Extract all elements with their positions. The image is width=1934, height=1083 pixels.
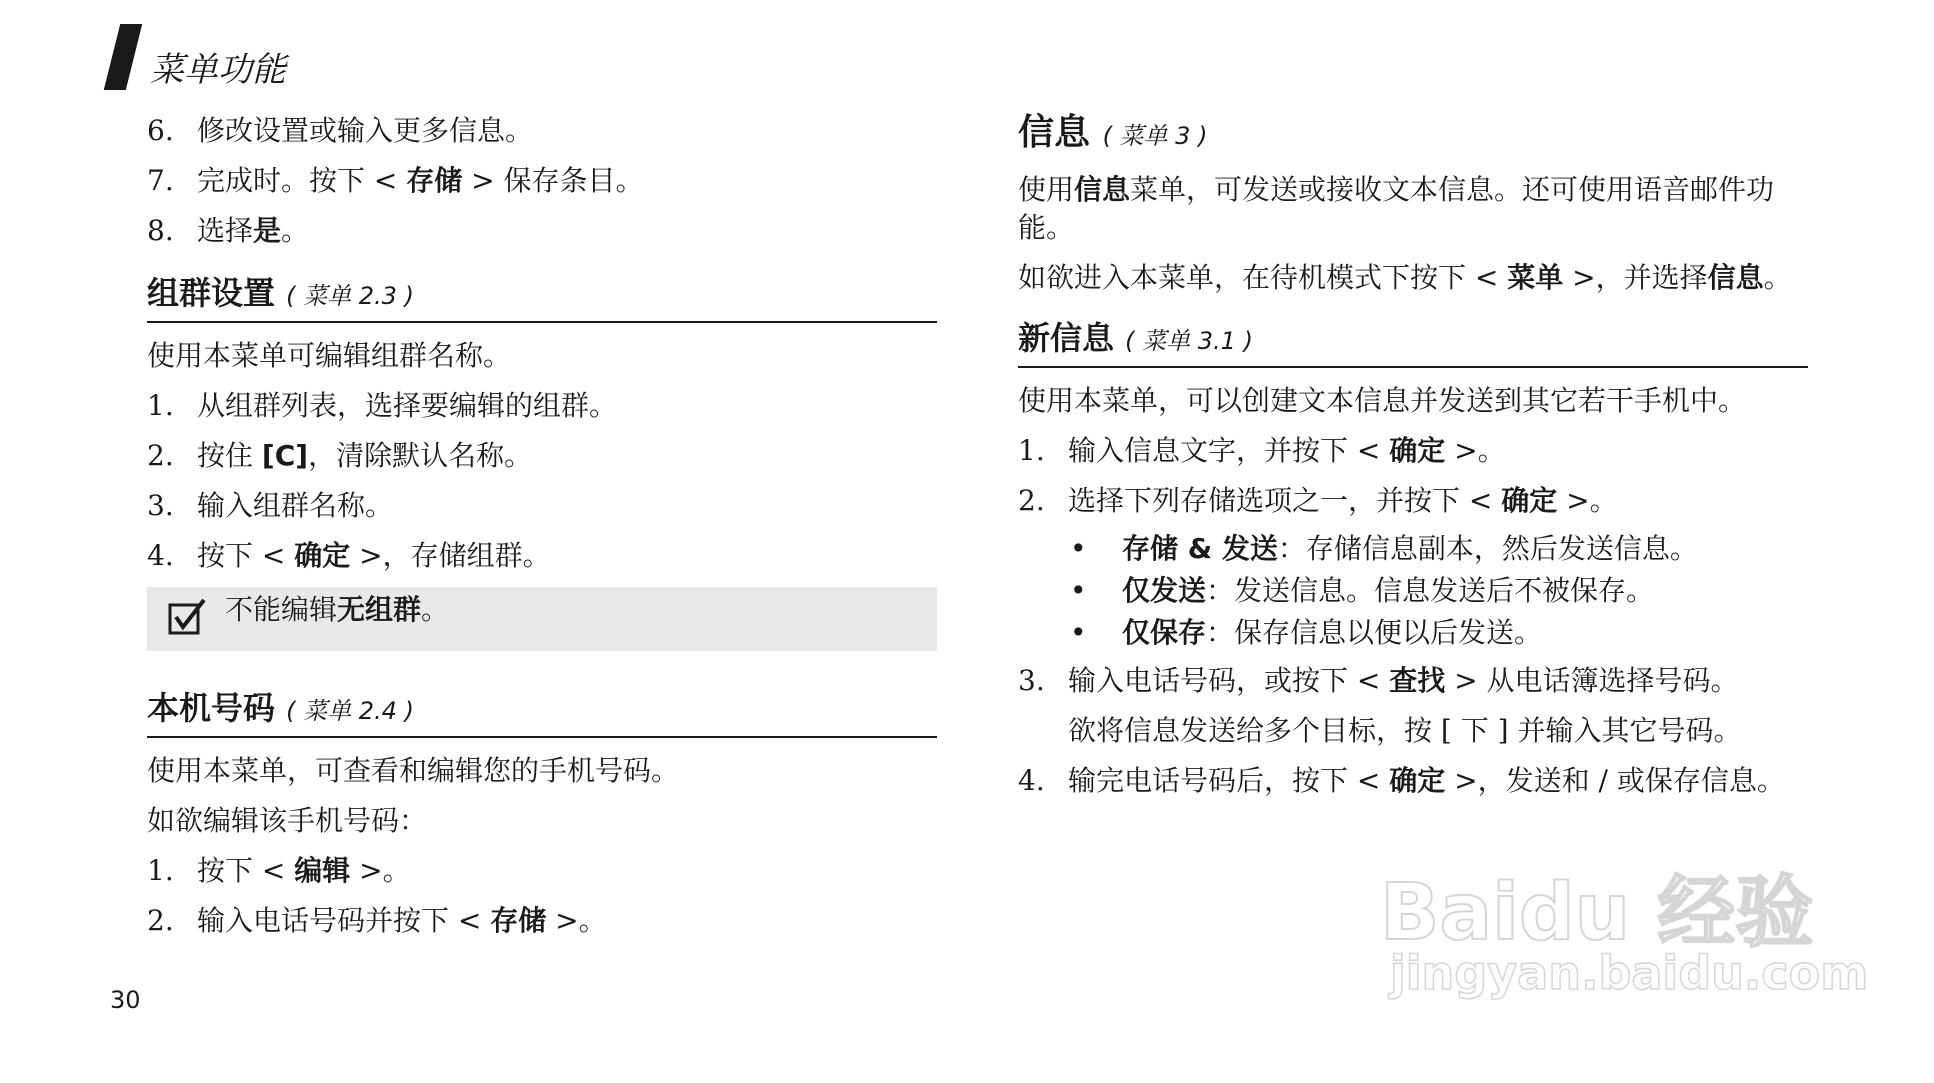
bullet-item: • 仅保存：保存信息以便以后发送。 (1070, 616, 1543, 649)
bullet-item: • 存储 & 发送：存储信息副本，然后发送信息。 (1070, 532, 1698, 565)
bullet-item: • 仅发送：发送信息。信息发送后不被保存。 (1070, 574, 1655, 607)
section-intro: 使用本菜单，可查看和编辑您的手机号码。 (147, 754, 680, 787)
watermark-sub: jingyan.baidu.com (1390, 946, 1869, 1000)
list-item: 2. 选择下列存储选项之一，并按下 < 确定 >。 (1018, 484, 1618, 517)
left-column (147, 112, 937, 952)
section-intro: 使用本菜单可编辑组群名称。 (147, 339, 512, 372)
right-column (1018, 112, 1808, 812)
list-item: 6. 修改设置或输入更多信息。 (147, 114, 534, 147)
checkbox-note-icon (167, 597, 207, 637)
header-title: 菜单功能 (150, 50, 286, 90)
messages-paragraph-2: 如欲进入本菜单，在待机模式下按下 < 菜单 >，并选择信息。 (1018, 261, 1792, 294)
baidu-watermark (1380, 850, 1869, 1010)
list-item: 1. 输入信息文字，并按下 < 确定 >。 (1018, 434, 1506, 467)
section-intro-2: 如欲编辑该手机号码： (147, 804, 428, 837)
list-item: 1. 从组群列表，选择要编辑的组群。 (147, 389, 618, 422)
header-bar (104, 24, 142, 90)
note-box (147, 587, 937, 651)
messages-paragraph-1: 使用信息菜单，可发送或接收文本信息。还可使用语音邮件功能。 (1018, 173, 1775, 244)
section-title-messages: 信息 ( 菜单 3 ) (1018, 112, 1208, 153)
page-number: 30 (110, 986, 141, 1014)
list-item-subtext: 欲将信息发送给多个目标，按 [ 下 ] 并输入其它号码。 (1068, 714, 1742, 747)
section-title-my-number: 本机号码 ( 菜单 2.4 ) (147, 687, 937, 738)
list-item: 4. 输完电话号码后，按下 < 确定 >，发送和 / 或保存信息。 (1018, 764, 1785, 797)
list-item: 3. 输入组群名称。 (147, 489, 394, 522)
list-item: 3. 输入电话号码，或按下 < 查找 > 从电话簿选择号码。 (1018, 664, 1739, 697)
list-item: 2. 按住 [C]，清除默认名称。 (147, 439, 533, 472)
watermark-main: Baidu 经验 (1380, 868, 1814, 958)
note-text: 不能编辑无组群。 (225, 593, 450, 626)
section-title-new-message: 新信息 ( 菜单 3.1 ) (1018, 317, 1808, 368)
list-item: 1. 按下 < 编辑 >。 (147, 854, 411, 887)
list-item: 8. 选择是。 (147, 214, 310, 247)
section-title-group-settings: 组群设置 ( 菜单 2.3 ) (147, 272, 937, 323)
list-item: 2. 输入电话号码并按下 < 存储 >。 (147, 904, 607, 937)
list-item: 7. 完成时。按下 < 存储 > 保存条目。 (147, 164, 644, 197)
section-intro: 使用本菜单，可以创建文本信息并发送到其它若干手机中。 (1018, 384, 1747, 417)
list-item: 4. 按下 < 确定 >，存储组群。 (147, 539, 551, 572)
